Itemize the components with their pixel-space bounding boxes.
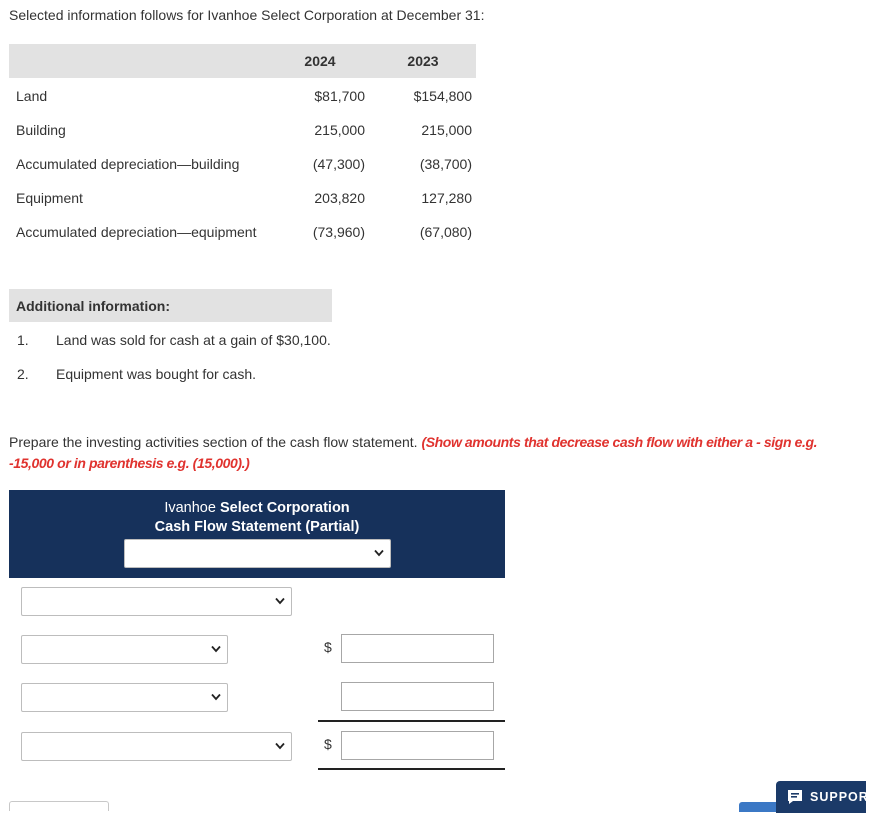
section-heading-select[interactable]	[21, 587, 292, 616]
cell-accum-dep-building-2023: (38,700)	[419, 156, 472, 172]
additional-item-number: 2.	[17, 366, 29, 382]
additional-info-title: Additional information:	[16, 298, 170, 314]
row-label-equipment: Equipment	[16, 190, 83, 206]
support-chat-icon	[786, 788, 804, 806]
instructions-text: Prepare the investing activities section of the cash flow statement.	[9, 434, 418, 450]
company-name-plain: Ivanhoe	[164, 500, 216, 516]
currency-symbol: $	[324, 736, 332, 752]
additional-item-text: Equipment was bought for cash.	[56, 366, 257, 382]
row-label-accum-dep-equipment: Accumulated depreciation—equipment	[16, 224, 257, 240]
line-item-1-select[interactable]	[21, 635, 228, 664]
instructions	[9, 432, 849, 474]
row-label-building: Building	[16, 122, 66, 138]
statement-title: Cash Flow Statement (Partial)	[154, 519, 360, 535]
line-item-2-amount-input[interactable]	[341, 682, 494, 711]
period-select[interactable]	[124, 539, 391, 568]
total-rule	[318, 768, 505, 770]
currency-symbol: $	[324, 639, 332, 655]
cell-equipment-2023: 127,280	[421, 190, 472, 206]
partial-blue-button[interactable]	[739, 802, 779, 812]
total-select[interactable]	[21, 732, 292, 761]
intro-text: Selected information follows for Ivanhoe Select Corporation at December 31:	[9, 7, 485, 23]
cell-land-2024: $81,700	[314, 88, 365, 104]
line-item-2-select[interactable]	[21, 683, 228, 712]
partial-button[interactable]	[9, 801, 109, 811]
cell-accum-dep-equipment-2023: (67,080)	[419, 224, 472, 240]
cell-building-2024: 215,000	[314, 122, 365, 138]
company-name-bold: Select Corporation	[219, 500, 350, 516]
additional-item-text: Land was sold for cash at a gain of $30,100.	[56, 332, 331, 348]
chevron-down-icon	[211, 644, 221, 655]
total-amount-input[interactable]	[341, 731, 494, 760]
additional-item-number: 1.	[17, 332, 29, 348]
row-label-land: Land	[16, 88, 48, 104]
cell-accum-dep-building-2024: (47,300)	[312, 156, 365, 172]
cell-land-2023: $154,800	[413, 88, 472, 104]
chevron-down-icon	[374, 548, 384, 559]
support-label: SUPPORT	[810, 790, 877, 804]
support-button[interactable]	[776, 781, 877, 813]
cell-accum-dep-equipment-2024: (73,960)	[312, 224, 365, 240]
column-header-2023: 2023	[407, 53, 439, 69]
statement-header	[9, 490, 505, 578]
subtotal-rule	[318, 720, 505, 722]
cell-building-2023: 215,000	[421, 122, 472, 138]
statement-company	[9, 500, 505, 516]
line-item-1-amount-input[interactable]	[341, 634, 494, 663]
column-header-2024: 2024	[304, 53, 336, 69]
chevron-down-icon	[275, 596, 285, 607]
row-label-accum-dep-building: Accumulated depreciation—building	[16, 156, 240, 172]
chevron-down-icon	[211, 692, 221, 703]
chevron-down-icon	[275, 741, 285, 752]
cell-equipment-2024: 203,820	[314, 190, 365, 206]
instructions-note: (Show amounts that decrease cash flow with either a - sign e.g. -15,000 or in parenthesis e.g. (15,000).)	[9, 434, 818, 471]
